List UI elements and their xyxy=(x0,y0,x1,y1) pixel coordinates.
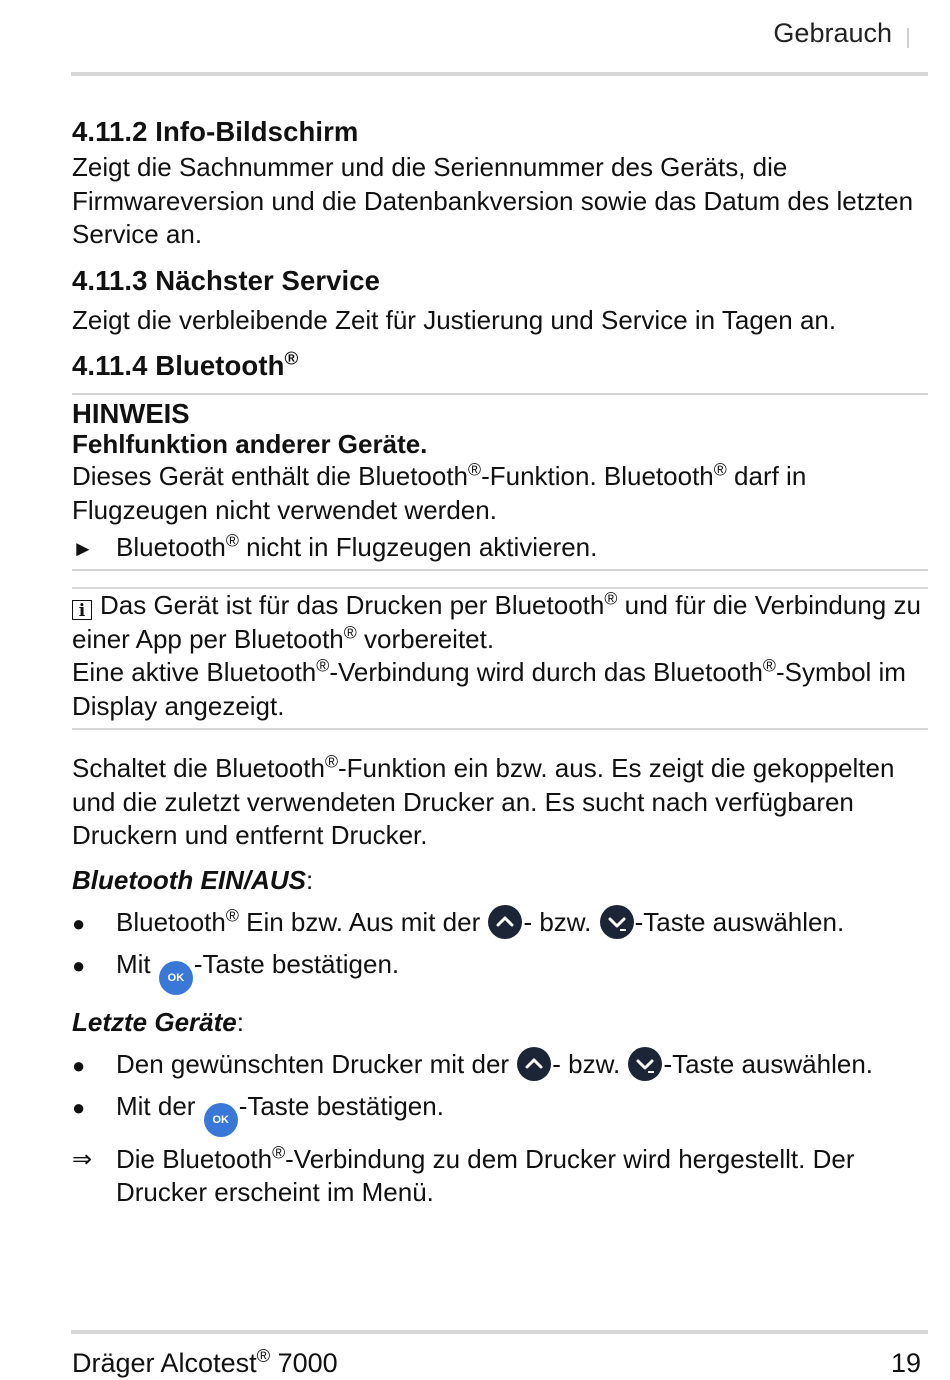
info-icon: i xyxy=(72,600,92,620)
notice-action: ► Bluetooth® nicht in Flugzeugen aktivieren. xyxy=(72,531,928,565)
up-key-icon xyxy=(488,905,522,939)
bullet-icon: ● xyxy=(72,1094,86,1120)
page-number: 19 xyxy=(890,1348,921,1378)
subheading-recent-devices: Letzte Geräte: xyxy=(72,1006,244,1037)
section-title-4-11-4: 4.11.4 Bluetooth® xyxy=(72,347,299,381)
ok-key-icon: OK xyxy=(159,961,193,995)
info-text-1: i Das Gerät ist für das Drucken per Bluetooth® und für die Verbindung zu einer App per Bluetooth® vorbereitet. xyxy=(72,588,921,654)
bullet-icon: ● xyxy=(72,910,86,936)
notice-text: Dieses Gerät enthält die Bluetooth®-Funktion. Bluetooth® darf in Flugzeugen nicht verwendet werden. xyxy=(72,459,807,525)
header-section-title: Gebrauch xyxy=(773,18,892,48)
list-item: ● Bluetooth® Ein bzw. Aus mit der - bzw. -Taste auswählen. xyxy=(72,905,928,940)
info-text-2: Eine aktive Bluetooth®-Verbindung wird durch das Bluetooth®-Symbol im Display angezeigt. xyxy=(72,655,906,721)
section-title-4-11-2: 4.11.2 Info-Bildschirm xyxy=(72,116,359,147)
list-item: ● Mit der OK -Taste bestätigen. xyxy=(72,1090,928,1137)
header-divider xyxy=(907,28,909,48)
list-item: ● Den gewünschten Drucker mit der - bzw. -Taste auswählen. xyxy=(72,1047,928,1082)
bluetooth-description: Schaltet die Bluetooth®-Funktion ein bzw. aus. Es zeigt die gekoppelten und die zuletzt verwendeten Drucker an. Es sucht nach verfügbaren Druckern und entfernt Drucker. xyxy=(72,751,895,850)
footer-rule xyxy=(71,1330,928,1334)
section-title-4-11-3: 4.11.3 Nächster Service xyxy=(72,264,381,296)
result-arrow-icon: ⇒ xyxy=(72,1145,93,1173)
down-key-icon xyxy=(600,905,634,939)
list-item: ● Mit OK -Taste bestätigen. xyxy=(72,948,928,995)
section-text-4-11-3: Zeigt die verbleibende Zeit für Justierung und Service in Tagen an. xyxy=(72,304,837,335)
info-box xyxy=(72,587,928,730)
page-content xyxy=(72,113,928,1209)
down-key-icon xyxy=(628,1047,662,1081)
header-rule xyxy=(71,72,928,76)
bullet-icon: ● xyxy=(72,952,86,978)
notice-subtitle: Fehlfunktion anderer Geräte. xyxy=(72,429,428,459)
up-key-icon xyxy=(517,1047,551,1081)
section-text-4-11-2: Zeigt die Sachnummer und die Seriennummer des Geräts, die Firmwareversion und die Datenbankversion sowie das Datum des letzten Service an. xyxy=(72,152,914,249)
notice-title: HINWEIS xyxy=(72,398,190,429)
ok-key-icon: OK xyxy=(204,1103,238,1137)
result-item: ⇒ Die Bluetooth®-Verbindung zu dem Drucker wird hergestellt. Der Drucker erscheint im Menü. xyxy=(72,1141,855,1207)
notice-box xyxy=(72,393,928,571)
footer-product-name: Dräger Alcotest® 7000 xyxy=(72,1344,338,1378)
bullet-icon: ● xyxy=(72,1052,86,1078)
action-triangle-icon: ► xyxy=(72,536,94,561)
subheading-bluetooth-on-off: Bluetooth EIN/AUS: xyxy=(72,864,314,895)
